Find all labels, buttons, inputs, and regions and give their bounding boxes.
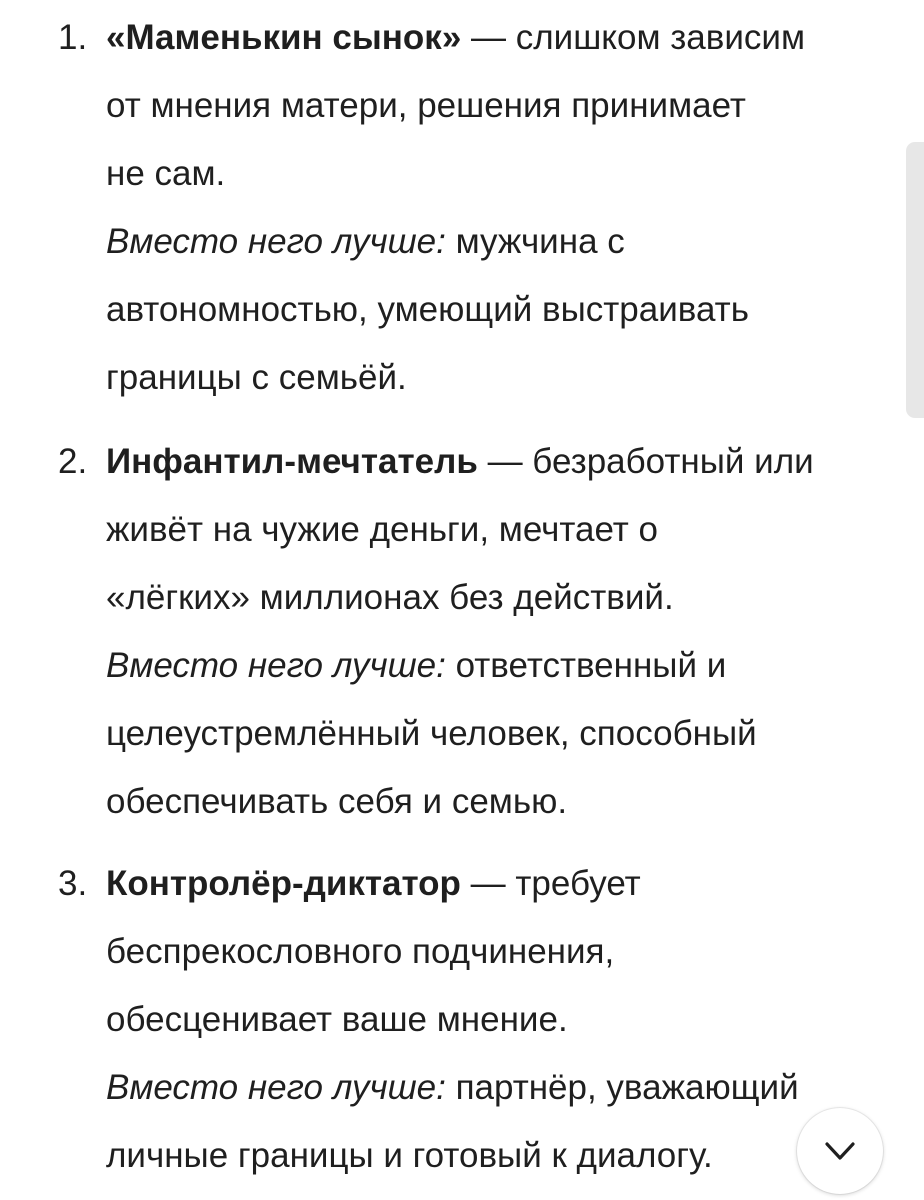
list-item-number: 1. [58,18,88,57]
text-line: границы с семьёй. [106,358,407,397]
description: — безработный или [477,442,814,481]
list-item-number: 2. [58,442,88,481]
scrollbar-thumb[interactable] [906,142,924,418]
term: «Маменькин сынок» [106,18,462,57]
text-line: живёт на чужие деньги, мечтает о [106,510,659,549]
text-line [106,428,874,496]
text-line [106,4,874,72]
term: Контролёр-диктатор [106,864,461,903]
alternative-label: Вместо него лучше: [106,646,446,685]
term: Инфантил-мечтатель [106,442,478,481]
text-line: целеустремлённый человек, способный [106,714,757,753]
list-item-body [106,850,874,1190]
description: — требует [460,864,641,903]
text-line [106,632,874,700]
text-line [106,208,874,276]
text-line [106,1054,874,1122]
text-line: беспрекословного подчинения, [106,932,615,971]
scroll-down-button[interactable] [797,1108,883,1194]
alternative-text: мужчина с [445,222,625,261]
list-item-body [106,4,874,412]
text-line: обесценивает ваше мнение. [106,1000,568,1039]
text-line: обеспечивать себя и семью. [106,782,568,821]
text-line [106,850,874,918]
text-line: автономностью, умеющий выстраивать [106,290,749,329]
description: — слишком зависим [461,18,806,57]
alternative-label: Вместо него лучше: [106,222,446,261]
alternative-label: Вместо него лучше: [106,1068,446,1107]
alternative-text: ответственный и [445,646,727,685]
text-line: личные границы и готовый к диалогу. [106,1136,713,1175]
text-line: не сам. [106,154,226,193]
text-line: «лёгких» миллионах без действий. [106,578,674,617]
list-item-number: 3. [58,864,88,903]
list-item-body [106,428,874,836]
text-line: от мнения матери, решения принимает [106,86,746,125]
alternative-text: партнёр, уважающий [445,1068,799,1107]
chevron-down-icon [820,1131,860,1171]
